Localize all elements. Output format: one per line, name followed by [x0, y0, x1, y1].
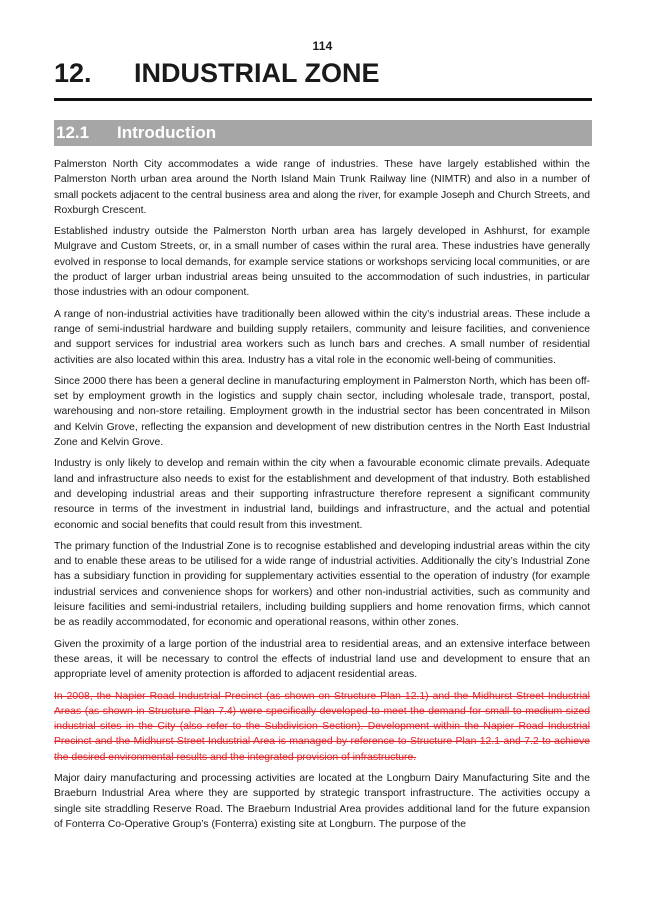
section-heading	[54, 120, 592, 146]
chapter-number: 12.	[54, 58, 92, 88]
paragraph: A range of non-industrial activities have traditionally been allowed within the city’s industrial areas. These include a range of semi-industrial hardware and building supply retailers, community and leisure facilities, and convenience and support services for industrial area workers such as lunch bars and creches. A small number of residential activities are also located within this area. Industry has a vital role in the economic well-being of communities.	[54, 308, 590, 366]
paragraph: The primary function of the Industrial Zone is to recognise established and developing industrial areas within the city and to enable these areas to be utilised for a wide range of industrial activities. Additionally the city’s Industrial Zone has a subsidiary function in providing for supplementary activities essential to the operation of industry (for example industrial services and convenience shops for workers) and other non-industrial activities, such as community and leisure facilities and semi-industrial retailers, including building suppliers and home renovation firms, which cannot be as readily accommodated, for economic and operational reasons, within other zones.	[54, 540, 590, 629]
section-title: Introduction	[117, 123, 217, 142]
paragraph: Palmerston North City accommodates a wide range of industries. These have largely established within the Palmerston North urban area around the North Island Main Trunk Railway line (NIMTR) and also in a number of small pockets adjacent to the central business area and along the river, for example Joseph and Church Streets, and Roxburgh Crescent.	[54, 159, 591, 216]
page-number: 114	[312, 39, 333, 53]
paragraph: Established industry outside the Palmerston North urban area has largely developed in Ashhurst, for example Mulgrave and Custom Streets, or, in a small number of cases within the rural area. These industries have generally evolved in response to local demands, for example service stations or workshops servicing local communities, or are the product of larger urban industrial areas being unsuited to the accommodation of such industries, in particular those industries with an odour component.	[54, 226, 590, 299]
paragraph: Major dairy manufacturing and processing activities are located at the Longburn Dairy Manufacturing Site and the Braeburn Industrial Area where they are supported by strategic transport infrastructure. The activities occupy a single site straddling Reserve Road. The Braeburn Industrial Area provides additional land for the future expansion of Fonterra Co-Operative Group’s (Fonterra) existing site at Longburn. The purpose of the	[54, 772, 590, 830]
paragraph: Since 2000 there has been a general decline in manufacturing employment in Palmerston North, which has been off-set by employment growth in the logistics and supply chain sector, including wholesale trade, transport, postal, warehousing and non-store retailing. Employment growth in the industrial sector has been concentrated in Milson and Kelvin Grove, reflecting the expansion and development of new distribution centres in the North East Industrial Zone and Kelvin Grove.	[54, 375, 590, 449]
chapter-title-text: INDUSTRIAL ZONE	[134, 58, 380, 88]
paragraph: Given the proximity of a large portion of the industrial area to residential areas, and an extensive interface between these areas, it will be necessary to control the effects of industrial land use and development to ensure that an appropriate level of amenity protection is afforded to adjacent residential areas.	[54, 638, 590, 681]
paragraph: Industry is only likely to develop and remain within the city when a favourable economic climate prevails. Adequate land and infrastructure also needs to exist for the establishment and development of that industry. Both established and developing industrial areas and their supporting infrastructure therefore represent a significant community resource in terms of the investment in industrial land, buildings and infrastructure, and the actual and potential economic and social benefits that could result from this investment.	[54, 458, 590, 531]
title-divider	[54, 98, 592, 101]
chapter-title	[54, 56, 594, 90]
deleted-paragraph: In 2008, the Napier Road Industrial Precinct (as shown on Structure Plan 12.1) and the Midhurst Street Industrial Areas (as shown in Structure Plan 7.4) were specifically developed to meet the demand for small to medium sized industrial sites in the City (also refer to the Subdivision Section). Development within the Napier Road Industrial Precinct and the Midhurst Street Industrial Area is managed by reference to Structure Plan 12.1 and 7.2 to achieve the desired environmental results and the integrated provision of infrastructure.	[54, 690, 590, 763]
body-text	[54, 157, 590, 838]
section-number: 12.1	[56, 123, 90, 142]
